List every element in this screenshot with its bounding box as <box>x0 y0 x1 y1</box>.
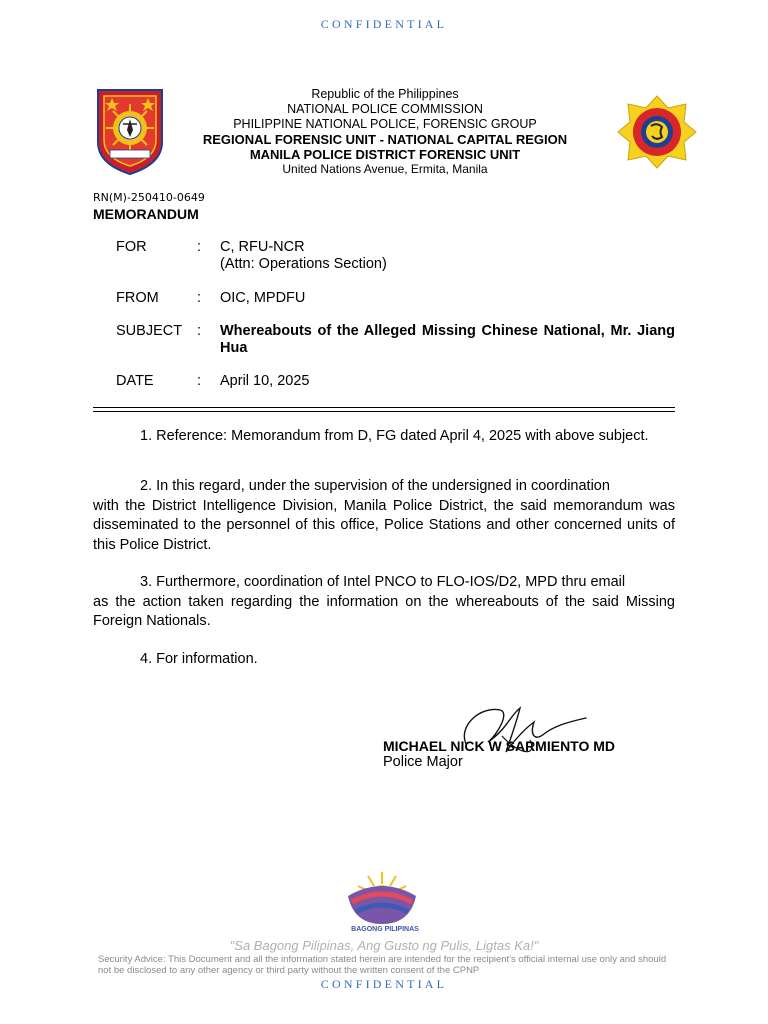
header-line-address: United Nations Avenue, Ermita, Manila <box>282 162 488 176</box>
divider-line-bottom <box>93 411 675 412</box>
from-colon: : <box>197 290 202 306</box>
bagong-pilipinas-label: BAGONG PILIPINAS <box>351 926 419 933</box>
letterhead <box>180 87 590 177</box>
header-line-pnp: PHILIPPINE NATIONAL POLICE, FORENSIC GROUP <box>233 117 537 131</box>
header-line-napolcom: NATIONAL POLICE COMMISSION <box>287 102 483 116</box>
header-line-mpdfu: MANILA POLICE DISTRICT FORENSIC UNIT <box>249 147 521 162</box>
security-advice: Security Advice: This Document and all the information stated herein are intended for the recipient's official internal use only and should not be disclosed to any other agency or third party without the written consent of the CPNP <box>98 954 667 976</box>
from-value: OIC, MPDFU <box>220 290 306 306</box>
bagong-pilipinas-logo <box>344 866 420 928</box>
date-value: April 10, 2025 <box>220 373 310 389</box>
signatory-rank: Police Major <box>383 754 463 770</box>
paragraph-3-first-line-text: 3. Furthermore, coordination of Intel PNCO to FLO-IOS/D2, MPD thru email <box>140 574 626 590</box>
signatory-name: MICHAEL NICK W SARMIENTO MD <box>383 738 616 754</box>
confidential-marking-top: CONFIDENTIAL <box>320 17 448 31</box>
confidential-marking-bottom: CONFIDENTIAL <box>320 977 448 991</box>
pnp-seal-logo <box>92 86 168 176</box>
paragraph-2-first-line-text: 2. In this regard, under the supervision of the undersigned in coordination <box>140 478 610 494</box>
paragraph-2-first-line <box>93 477 675 497</box>
subject-colon: : <box>197 323 202 339</box>
forensic-group-seal-logo <box>616 94 698 170</box>
reference-number: RN(M)-250410-0649 <box>93 191 205 204</box>
header-line-republic: Republic of the Philippines <box>311 87 459 101</box>
paragraph-3-rest: as the action taken regarding the information on the whereabouts of the said Missing Foreign Nationals. <box>93 593 675 629</box>
memo-title: MEMORANDUM <box>93 206 199 222</box>
footer-slogan: "Sa Bagong Pilipinas, Ang Gusto ng Pulis, Ligtas Ka!" <box>229 938 539 953</box>
paragraph-1-text: 1. Reference: Memorandum from D, FG dated April 4, 2025 with above subject. <box>140 428 649 444</box>
date-label: DATE <box>116 373 154 389</box>
date-colon: : <box>197 373 202 389</box>
paragraph-3 <box>93 573 675 632</box>
for-colon: : <box>197 239 202 255</box>
divider-line-top <box>93 407 675 408</box>
from-label: FROM <box>116 290 159 306</box>
paragraph-4-text: 4. For information. <box>140 651 258 667</box>
header-line-rfu: REGIONAL FORENSIC UNIT - NATIONAL CAPITAL REGION <box>202 132 568 147</box>
subject-label: SUBJECT <box>116 323 183 339</box>
for-value-attn: (Attn: Operations Section) <box>220 256 387 272</box>
paragraph-2-rest: with the District Intelligence Division, Manila Police District, the said memorandum was disseminated to the personnel of this office, Police Stations and other concerned units of this Police District. <box>93 497 675 553</box>
paragraph-1 <box>93 427 675 447</box>
paragraph-2 <box>93 477 675 555</box>
for-value-recipient: C, RFU-NCR <box>220 239 305 255</box>
paragraph-4 <box>93 650 675 670</box>
handwritten-signature <box>458 700 593 762</box>
subject-value: Whereabouts of the Alleged Missing Chinese National, Mr. Jiang Hua <box>220 323 675 356</box>
for-label: FOR <box>116 239 147 255</box>
paragraph-3-first-line <box>93 573 675 593</box>
for-value <box>220 239 675 273</box>
